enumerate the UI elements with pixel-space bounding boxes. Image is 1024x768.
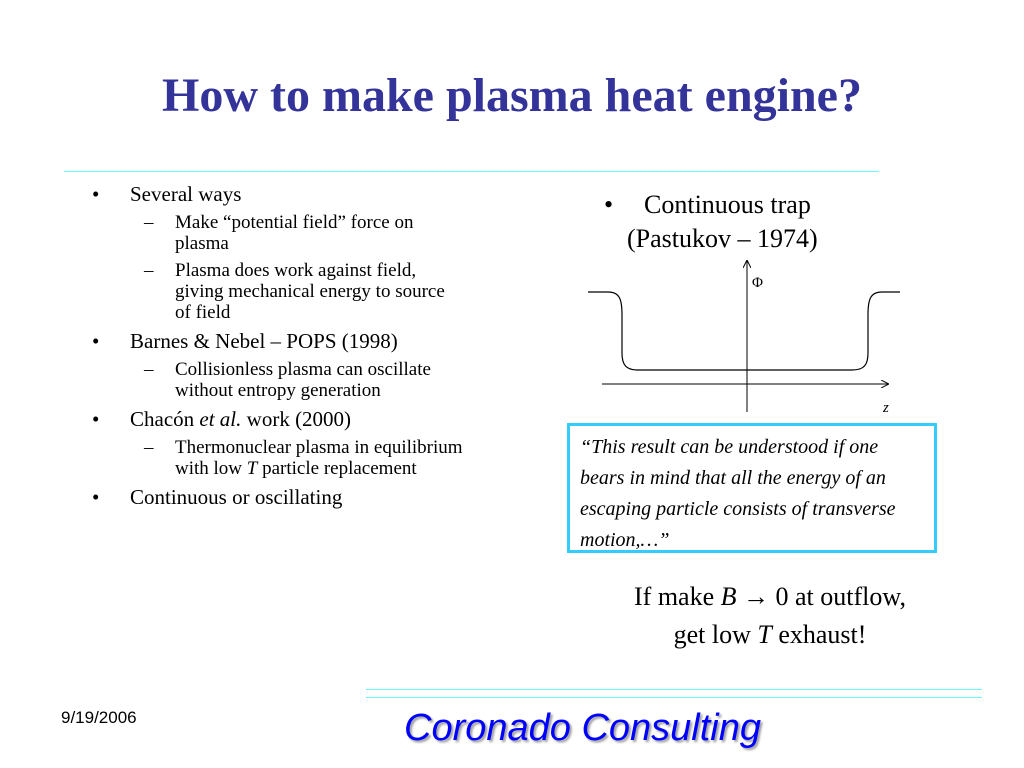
footer-date: 9/19/2006 (61, 708, 137, 727)
y-axis-label: Φ (752, 275, 763, 291)
sub-bullet-text: Collisionless plasma can oscillate without entropy generation (175, 359, 431, 401)
bullet-marker: • (92, 407, 100, 431)
footer-rule-bottom (366, 697, 982, 698)
sub-bullet-potential-field (88, 212, 465, 254)
sub-bullet-plasma-work (88, 260, 465, 323)
footer-brand: Coronado Consulting (404, 707, 762, 749)
bullet-text: Barnes & Nebel – POPS (1998) (130, 329, 398, 353)
conclusion-t: T (757, 620, 772, 649)
bullet-continuous-oscillating (88, 485, 488, 509)
x-axis-label: z (883, 400, 889, 416)
sub-bullet-text-post: particle replacement (257, 458, 417, 479)
conclusion-line2-post: exhaust! (771, 620, 867, 649)
bullet-several-ways (88, 182, 488, 206)
sub-bullet-collisionless (88, 359, 465, 401)
sub-bullet-thermonuclear (88, 437, 465, 479)
bullet-text: Several ways (130, 182, 242, 206)
sub-bullet-text: Plasma does work against field, giving mechanical energy to source of field (175, 260, 445, 323)
dash-marker: – (144, 212, 154, 233)
title-divider (64, 171, 879, 172)
bullet-marker: • (92, 182, 100, 206)
dash-marker: – (144, 437, 154, 458)
bullet-marker: • (92, 485, 100, 509)
right-heading (600, 188, 900, 256)
conclusion-line-2 (540, 616, 1000, 654)
conclusion-mid: 0 at outflow, (775, 582, 906, 611)
left-bullet-list (88, 182, 488, 515)
sub-bullet-text-pre: Thermonuclear plasma in equilibrium with low (175, 437, 463, 479)
dash-marker: – (144, 359, 154, 380)
bullet-text: Continuous or oscillating (130, 485, 343, 509)
quote-box (567, 423, 937, 553)
heading-line-1: Continuous trap (644, 190, 811, 219)
conclusion-line-1 (540, 578, 1000, 616)
conclusion-pre: If make (634, 582, 721, 611)
dash-marker: – (144, 260, 154, 281)
bullet-barnes-nebel (88, 329, 488, 353)
arrow-icon: → (736, 582, 776, 611)
footer-rule-top (366, 689, 982, 690)
quote-text: “This result can be understood if one bears in mind that all the energy of an escaping particle consists of transverse motion,…” (580, 436, 896, 551)
sub-bullet-text-em: T (246, 458, 258, 479)
slide-title: How to make plasma heat engine? (162, 69, 862, 122)
bullet-text-pre: Chacón (130, 407, 200, 431)
bullet-chacon (88, 407, 488, 431)
bullet-text-post: work (2000) (241, 407, 352, 431)
bullet-marker: • (604, 190, 614, 219)
potential-curve (588, 292, 900, 370)
sub-bullet-text: Make “potential field” force on plasma (175, 212, 414, 254)
bullet-text-em: et al. (199, 407, 242, 431)
conclusion-b: B (720, 582, 737, 611)
heading-line-2: (Pastukov – 1974) (627, 224, 818, 253)
conclusion (540, 578, 1000, 654)
potential-well-diagram (580, 255, 900, 420)
bullet-marker: • (92, 329, 100, 353)
conclusion-line2-pre: get low (673, 620, 758, 649)
